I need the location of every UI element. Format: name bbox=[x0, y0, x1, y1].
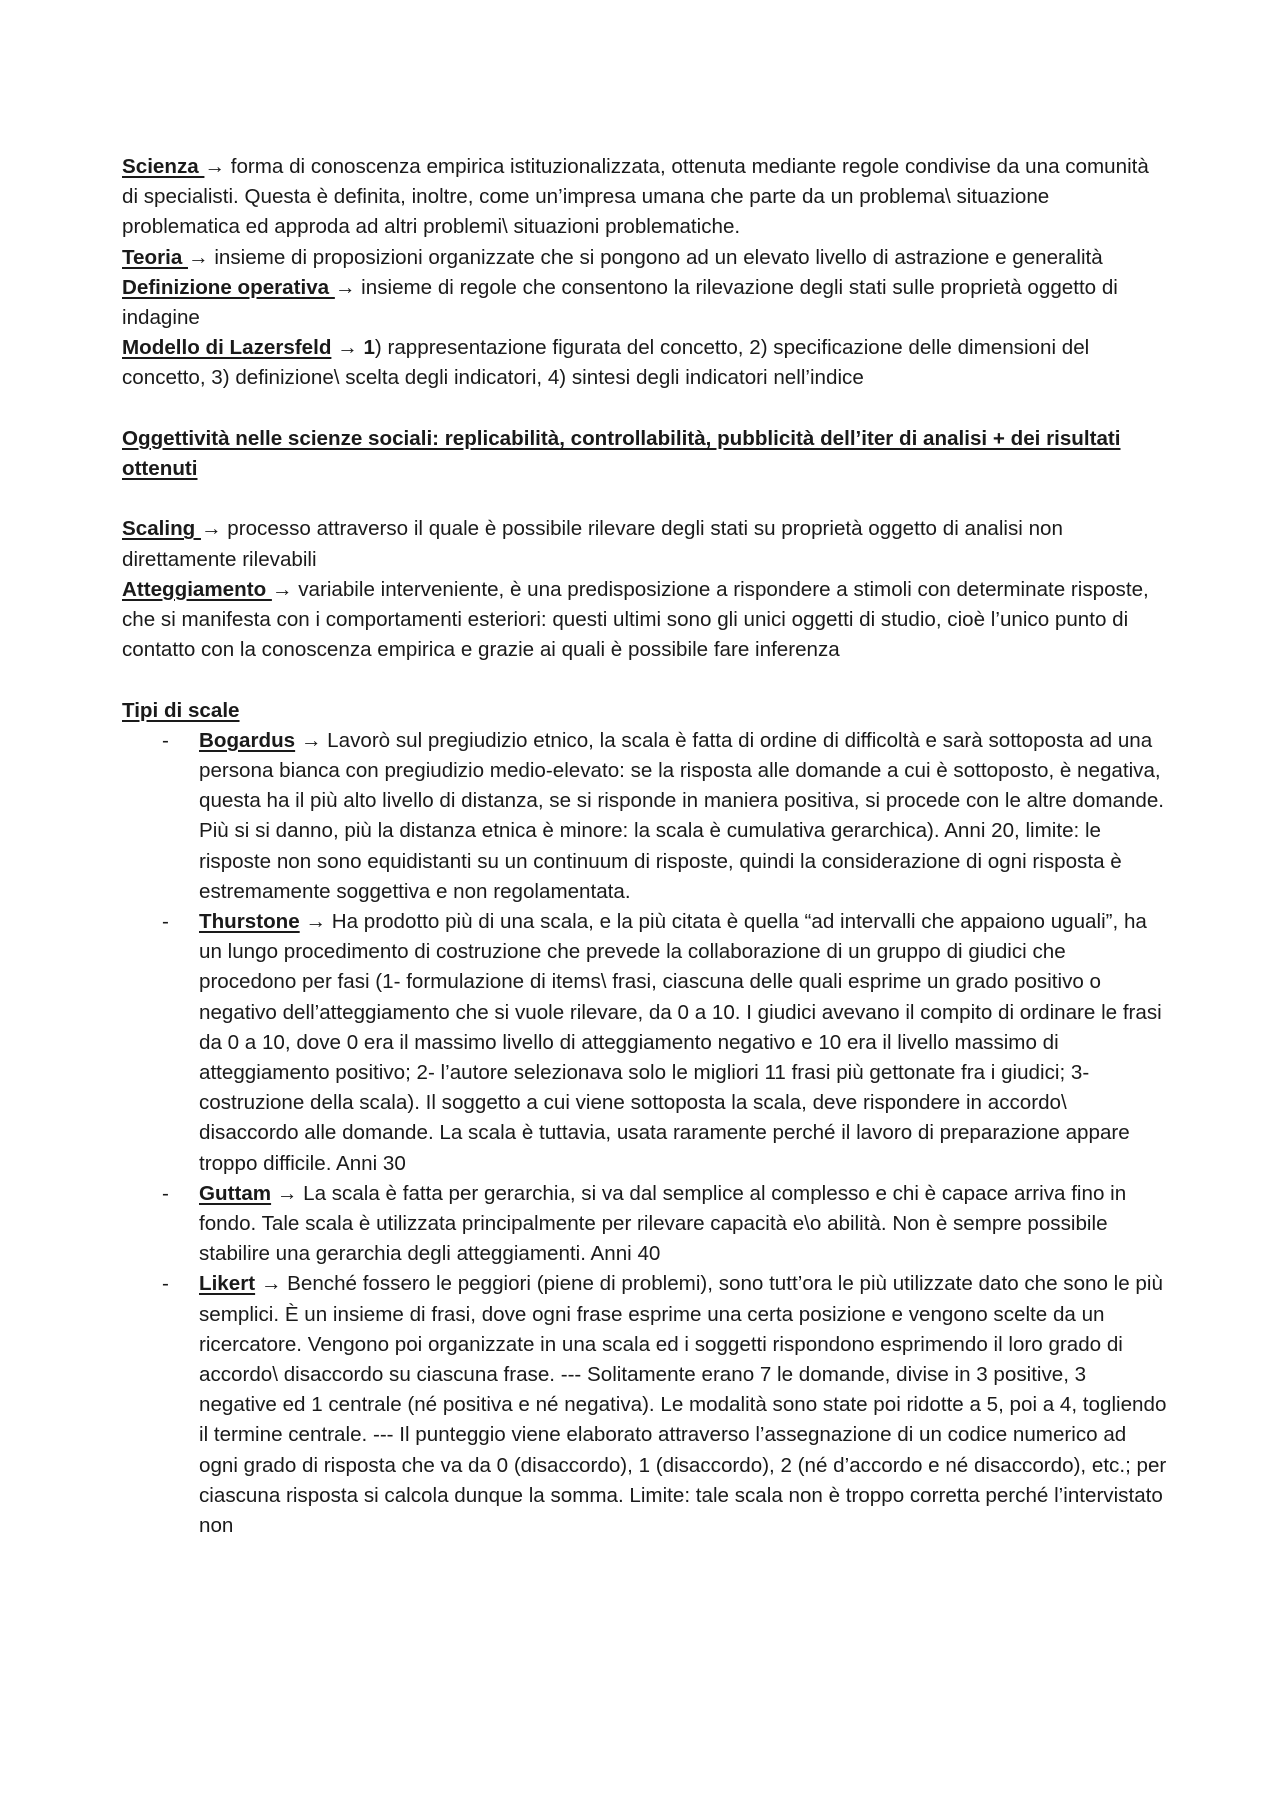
term-teoria: Teoria bbox=[122, 245, 188, 269]
scale-text: Ha prodotto più di una scala, e la più citata è quella “ad intervalli che appaiono uguali”, ha un lungo procedimento di costruzione che prevede la collaborazione di un gruppo di giudici che procedono per fasi (1- formulazione di items\ frasi, ciascuna delle quali esprime un grado positivo o negativo dell’atteggiamento che si vuole rilevare, da 0 a 10. I giudici avevano il compito di ordinare le frasi da 0 a 10, dove 0 era il massimo livello di atteggiamento negativo e 10 era il livello massimo di atteggiamento positivo; 2- l’autore selezionava solo le migliori 11 frasi più gettonate fra i giudici; 3- costruzione della scala). Il soggetto a cui viene sottoposta la scala, deve rispondere in accordo\ disaccordo alle domande. La scala è tuttavia, usata raramente perché il lavoro di preparazione appare troppo difficile. Anni 30 bbox=[199, 910, 1162, 1175]
term-likert: Likert bbox=[199, 1272, 256, 1296]
arrow-icon: → bbox=[204, 155, 226, 178]
definition-definizione-operativa bbox=[122, 273, 1168, 333]
term-modello-lazersfeld: Modello di Lazersfeld bbox=[122, 336, 332, 360]
definition-teoria bbox=[122, 243, 1168, 273]
scale-text: Lavorò sul pregiudizio etnico, la scala è fatta di ordine di difficoltà e sarà sottoposta ad una persona bianca con pregiudizio medio-elevato: se la risposta alle domande a cui è sottoposto, è negativa, questa ha il più alto livello di distanza, se si risponde in maniera positiva, si procede con le altre domande. Più si si danno, più la distanza etnica è minore: la scala è cumulativa gerarchica). Anni 20, limite: le risposte non sono equidistanti su un continuum di risposte, quindi la considerazione di ogni risposta è estremamente soggettiva e non regolamentata. bbox=[199, 728, 1165, 903]
bullet-dash: - bbox=[162, 728, 169, 752]
definition-text: processo attraverso il quale è possibile rilevare degli stati su proprietà oggetto di analisi non direttamente rilevabili bbox=[122, 517, 1063, 571]
objectivity-heading: Oggettività nelle scienze sociali: replicabilità, controllabilità, pubblicità dell’iter di analisi + dei risultati ottenuti bbox=[122, 426, 1121, 481]
definition-modello-lazersfeld bbox=[122, 333, 1168, 393]
bullet-dash: - bbox=[162, 1272, 169, 1296]
list-item-bogardus bbox=[122, 726, 1168, 907]
blank-line bbox=[122, 394, 1168, 424]
term-scaling: Scaling bbox=[122, 517, 201, 541]
arrow-icon: → bbox=[295, 728, 328, 752]
list-item-guttam bbox=[122, 1179, 1168, 1270]
term-atteggiamento: Atteggiamento bbox=[122, 577, 272, 601]
arrow-icon: → bbox=[271, 1181, 304, 1205]
definition-text: insieme di regole che consentono la rilevazione degli stati sulle proprietà oggetto di indagine bbox=[122, 275, 1118, 330]
arrow-icon: → bbox=[255, 1272, 288, 1296]
term-definizione-operativa: Definizione operativa bbox=[122, 275, 335, 299]
scales-heading: Tipi di scale bbox=[122, 698, 240, 722]
arrow-icon: → bbox=[200, 517, 222, 541]
definition-text: ) rappresentazione figurata del concetto, 2) specificazione delle dimensioni del concetto, 3) definizione\ scelta degli indicatori, 4) sintesi degli indicatori nell’indice bbox=[122, 336, 1090, 390]
arrow-icon: → bbox=[299, 910, 332, 934]
list-item-likert bbox=[122, 1269, 1168, 1541]
blank-line bbox=[122, 665, 1168, 695]
definition-atteggiamento bbox=[122, 575, 1168, 666]
term-bogardus: Bogardus bbox=[199, 728, 296, 752]
term-thurstone: Thurstone bbox=[199, 910, 300, 934]
blank-line bbox=[122, 484, 1168, 514]
list-item-thurstone bbox=[122, 907, 1168, 1179]
arrow-icon: → 1 bbox=[331, 336, 375, 360]
scale-text: Benché fossero le peggiori (piene di problemi), sono tutt’ora le più utilizzate dato che sono le più semplici. È un insieme di frasi, dove ogni frase esprime una certa posizione e vengono scelte da un ricercatore. Vengono poi organizzate in una scala ed i soggetti rispondono esprimendo il loro grado di accordo\ disaccordo su ciascuna frase. --- Solitamente erano 7 le domande, divise in 3 positive, 3 negative ed 1 centrale (né positiva e né negativa). Le modalità sono state poi ridotte a 5, poi a 4, togliendo il termine centrale. --- Il punteggio viene elaborato attraverso l’assegnazione di un codice numerico ad ogni grado di risposta che va da 0 (disaccordo), 1 (disaccordo), 2 (né d’accordo e né disaccordo), etc.; per ciascuna risposta si calcola dunque la somma. Limite: tale scala non è troppo corretta perché l’intervistato non bbox=[199, 1272, 1167, 1538]
arrow-icon: → bbox=[334, 275, 356, 299]
bullet-dash: - bbox=[162, 1181, 169, 1205]
definition-scaling bbox=[122, 514, 1168, 574]
scale-text: La scala è fatta per gerarchia, si va dal semplice al complesso e chi è capace arriva fino in fondo. Tale scala è utilizzata principalmente per rilevare capacità e\o abilità. Non è sempre possibile stabilire una gerarchia degli atteggiamenti. Anni 40 bbox=[199, 1181, 1127, 1266]
definition-scienza bbox=[122, 152, 1168, 243]
definition-text: forma di conoscenza empirica istituzionalizzata, ottenuta mediante regole condivise da una comunità di specialisti. Questa è definita, inoltre, come un’impresa umana che parte da un problema\ situazione problematica ed approda ad altri problemi\ situazioni problematiche. bbox=[122, 155, 1149, 239]
bullet-dash: - bbox=[162, 910, 169, 934]
definition-text: insieme di proposizioni organizzate che si pongono ad un elevato livello di astrazione e generalità bbox=[208, 245, 1103, 269]
scales-list bbox=[122, 726, 1168, 1541]
definition-text: variabile interveniente, è una predisposizione a rispondere a stimoli con determinate risposte, che si manifesta con i comportamenti esteriori: questi ultimi sono gli unici oggetti di studio, cioè l’unico punto di contatto con la conoscenza empirica e grazie ai quali è possibile fare inferenza bbox=[122, 577, 1149, 662]
term-scienza: Scienza bbox=[122, 155, 205, 178]
arrow-icon: → bbox=[271, 577, 293, 601]
term-guttam: Guttam bbox=[199, 1181, 272, 1205]
arrow-icon: → bbox=[188, 245, 209, 269]
